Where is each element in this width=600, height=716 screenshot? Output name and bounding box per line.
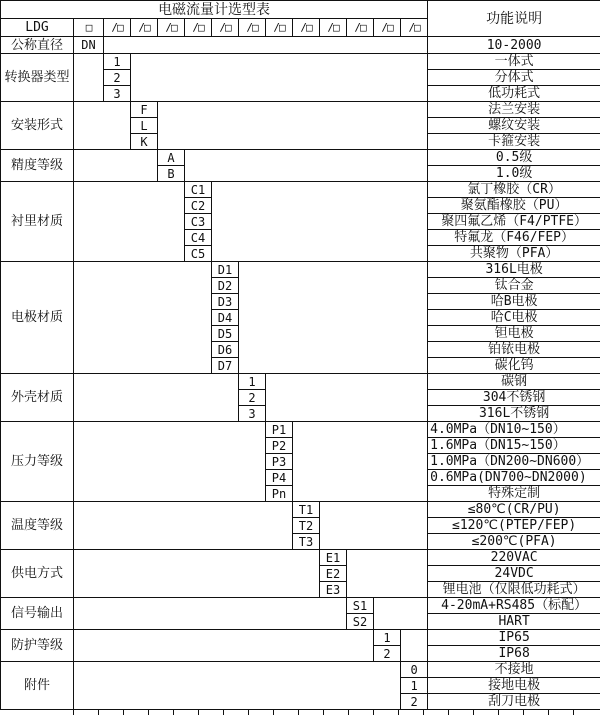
- option-desc: IP68: [428, 646, 600, 662]
- model-prefix: LDG: [1, 19, 74, 37]
- spacer-cell: [74, 550, 320, 598]
- table-row: [1, 550, 600, 566]
- row-dn: [1, 37, 600, 54]
- table-row: [1, 374, 600, 390]
- option-desc: 1.0MPa（DN200~DN600）: [428, 454, 600, 470]
- option-desc: 10-2000: [428, 37, 600, 54]
- option-code: P2: [266, 438, 293, 454]
- option-desc: 共聚物（PFA）: [428, 246, 600, 262]
- option-code: T3: [293, 534, 320, 550]
- option-code: P3: [266, 454, 293, 470]
- table-row: [1, 102, 600, 118]
- option-code: 2: [374, 646, 401, 662]
- table-row: [1, 422, 600, 438]
- spacer-cell: [347, 550, 428, 598]
- spacer-cell: [74, 150, 158, 182]
- option-code: P4: [266, 470, 293, 486]
- option-code: T1: [293, 502, 320, 518]
- option-code: F: [131, 102, 158, 118]
- option-code: D6: [212, 342, 239, 358]
- spacer-cell: [158, 102, 428, 150]
- option-desc: 哈C电极: [428, 310, 600, 326]
- spacer-cell: [74, 422, 266, 502]
- option-desc: 低功耗式: [428, 86, 600, 102]
- section-label: 信号输出: [1, 598, 74, 630]
- option-code: Pn: [266, 486, 293, 502]
- option-desc: 碳化钨: [428, 358, 600, 374]
- option-desc: 0.6MPa(DN700~DN2000): [428, 470, 600, 486]
- section-label: 衬里材质: [1, 182, 74, 262]
- model-slot-6: /□: [239, 19, 266, 37]
- option-code: C5: [185, 246, 212, 262]
- section-label: 压力等级: [1, 422, 74, 502]
- spacer-cell: [131, 54, 428, 102]
- table-row: [1, 54, 600, 70]
- option-desc: 聚氨酯橡胶（PU）: [428, 198, 600, 214]
- model-slot-5: /□: [212, 19, 239, 37]
- option-code: DN: [74, 37, 104, 54]
- spacer-cell: [74, 374, 239, 422]
- section-label: 外壳材质: [1, 374, 74, 422]
- option-desc: 1.6MPa（DN15~150）: [428, 438, 600, 454]
- table-row: [1, 662, 600, 678]
- option-desc: 哈B电极: [428, 294, 600, 310]
- option-desc: IP65: [428, 630, 600, 646]
- option-code: D5: [212, 326, 239, 342]
- section-label: 公称直径: [1, 37, 74, 54]
- option-code: D3: [212, 294, 239, 310]
- spacer-cell: [266, 374, 428, 422]
- spacer-cell: [374, 598, 428, 630]
- option-desc: 316L电极: [428, 262, 600, 278]
- option-desc: ≤80℃(CR/PU): [428, 502, 600, 518]
- option-code: K: [131, 134, 158, 150]
- option-code: 1: [104, 54, 131, 70]
- option-desc: 特殊定制: [428, 486, 600, 502]
- section-label: 温度等级: [1, 502, 74, 550]
- option-code: 2: [239, 390, 266, 406]
- spacer-cell: [74, 502, 293, 550]
- option-desc: ≤200℃(PFA): [428, 534, 600, 550]
- model-slot-8: /□: [293, 19, 320, 37]
- option-code: D7: [212, 358, 239, 374]
- option-desc: 铂铱电极: [428, 342, 600, 358]
- table-row: [1, 598, 600, 614]
- spacer-cell: [74, 662, 401, 710]
- option-code: S2: [347, 614, 374, 630]
- spacer-cell: [293, 422, 428, 502]
- option-desc: HART: [428, 614, 600, 630]
- table-row: [1, 150, 600, 166]
- spacer-cell: [320, 502, 428, 550]
- option-code: E2: [320, 566, 347, 582]
- table-row: [1, 502, 600, 518]
- option-code: A: [158, 150, 185, 166]
- spacer-cell: [74, 630, 374, 662]
- option-code: T2: [293, 518, 320, 534]
- option-code: 2: [401, 694, 428, 710]
- spacer-cell: [74, 262, 212, 374]
- option-desc: 接地电极: [428, 678, 600, 694]
- spacer-cell: [74, 54, 104, 102]
- option-code: D1: [212, 262, 239, 278]
- model-slot-3: /□: [158, 19, 185, 37]
- model-box-dn: □: [74, 19, 104, 37]
- option-desc: 304不锈钢: [428, 390, 600, 406]
- section-label: 电极材质: [1, 262, 74, 374]
- option-desc: 4-20mA+RS485（标配）: [428, 598, 600, 614]
- option-desc: 特氟龙（F46/FEP）: [428, 230, 600, 246]
- model-slot-2: /□: [131, 19, 158, 37]
- table-row: [1, 262, 600, 278]
- spacer-cell: [185, 150, 428, 182]
- option-desc: 聚四氟乙烯（F4/PTFE）: [428, 214, 600, 230]
- option-code: E3: [320, 582, 347, 598]
- option-code: C3: [185, 214, 212, 230]
- section-label: 转换器类型: [1, 54, 74, 102]
- table-row: [1, 630, 600, 646]
- option-code: D4: [212, 310, 239, 326]
- spacer-cell: [74, 598, 347, 630]
- option-desc: 0.5级: [428, 150, 600, 166]
- table-title: 电磁流量计选型表: [1, 1, 428, 19]
- spacer-cell: [239, 262, 428, 374]
- option-code: 1: [401, 678, 428, 694]
- option-code: 3: [239, 406, 266, 422]
- option-desc: 220VAC: [428, 550, 600, 566]
- option-desc: 钽电极: [428, 326, 600, 342]
- spacer-cell: [74, 182, 185, 262]
- spacer-cell: [104, 37, 428, 54]
- option-code: C4: [185, 230, 212, 246]
- spacer-cell: [74, 102, 131, 150]
- option-desc: 24VDC: [428, 566, 600, 582]
- option-desc: 分体式: [428, 70, 600, 86]
- option-desc: 碳钢: [428, 374, 600, 390]
- option-desc: 卡箍安装: [428, 134, 600, 150]
- spacer-cell: [212, 182, 428, 262]
- model-slot-12: /□: [401, 19, 428, 37]
- section-label: 供电方式: [1, 550, 74, 598]
- option-code: 1: [374, 630, 401, 646]
- option-desc: 锂电池（仅限低功耗式）: [428, 582, 600, 598]
- model-slot-1: /□: [104, 19, 131, 37]
- option-code: 0: [401, 662, 428, 678]
- model-slot-11: /□: [374, 19, 401, 37]
- option-desc: 4.0MPa（DN10~150）: [428, 422, 600, 438]
- option-desc: 一体式: [428, 54, 600, 70]
- option-code: 2: [104, 70, 131, 86]
- option-desc: 螺纹安装: [428, 118, 600, 134]
- option-desc: 氯丁橡胶（CR）: [428, 182, 600, 198]
- option-code: P1: [266, 422, 293, 438]
- option-desc: 钛合金: [428, 278, 600, 294]
- section-label: 精度等级: [1, 150, 74, 182]
- model-slot-10: /□: [347, 19, 374, 37]
- spacer-cell: [401, 630, 428, 662]
- option-desc: 法兰安装: [428, 102, 600, 118]
- section-label: 附件: [1, 662, 74, 710]
- clipped-next-table-edge: [73, 710, 576, 715]
- model-slot-7: /□: [266, 19, 293, 37]
- option-desc: ≤120℃(PTEP/FEP): [428, 518, 600, 534]
- function-column-header: 功能说明: [428, 1, 600, 37]
- option-desc: 刮刀电极: [428, 694, 600, 710]
- option-code: B: [158, 166, 185, 182]
- section-label: 安装形式: [1, 102, 74, 150]
- option-code: C1: [185, 182, 212, 198]
- option-code: 1: [239, 374, 266, 390]
- model-slot-9: /□: [320, 19, 347, 37]
- model-slot-4: /□: [185, 19, 212, 37]
- option-desc: 1.0级: [428, 166, 600, 182]
- option-desc: 316L不锈钢: [428, 406, 600, 422]
- option-code: S1: [347, 598, 374, 614]
- option-desc: 不接地: [428, 662, 600, 678]
- option-code: L: [131, 118, 158, 134]
- option-code: 3: [104, 86, 131, 102]
- option-code: E1: [320, 550, 347, 566]
- option-code: C2: [185, 198, 212, 214]
- section-label: 防护等级: [1, 630, 74, 662]
- table-row: [1, 182, 600, 198]
- option-code: D2: [212, 278, 239, 294]
